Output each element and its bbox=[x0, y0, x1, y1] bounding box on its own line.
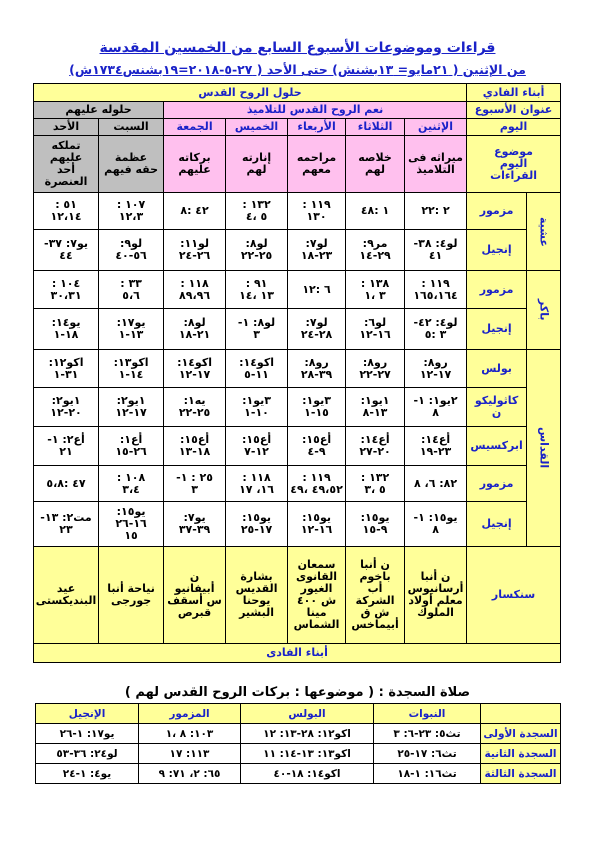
reading-type-label: كاثوليكو ن bbox=[467, 388, 527, 427]
day-header: الأحد bbox=[34, 119, 99, 136]
reading-type-label: إنجيل bbox=[467, 309, 527, 350]
reading-cell: ١١٩ : ١٦٥،١٦٤ bbox=[405, 271, 467, 309]
reading-cell: اكو١٤: ١١-٥ bbox=[226, 350, 288, 388]
reading-cell: ١ :٤٨ bbox=[346, 193, 405, 230]
sajda-header bbox=[481, 704, 561, 724]
sajda-cell: اكو١٤: ١٨-٤٠ bbox=[241, 764, 374, 784]
sajda-header: الإنجيل bbox=[36, 704, 139, 724]
day-subject: تملكه عليهم أحد العنصرة bbox=[34, 136, 99, 193]
reading-type-label: مزمور bbox=[467, 193, 527, 230]
reading-cell: أع٢: ١- ٢١ bbox=[34, 427, 99, 466]
table-footer: أبناء الفادى bbox=[34, 644, 561, 663]
synaxarium-entry: بشارة القديس يوحنا البشير bbox=[226, 547, 288, 644]
reading-cell: ١٠٨ : ٣،٤ bbox=[99, 466, 164, 502]
reading-cell: يو١٧: ١٣-١ bbox=[99, 309, 164, 350]
reading-type-label: بولس bbox=[467, 350, 527, 388]
reading-cell: ١٠٧ : ١٢،٣ bbox=[99, 193, 164, 230]
reading-cell: مر٩: ٢٩-١٤ bbox=[346, 230, 405, 271]
reading-cell: يه١: ٢٥-٢٢ bbox=[164, 388, 226, 427]
sajda-cell: اكو١٣: ١٣-١٤: ١١ bbox=[241, 744, 374, 764]
reading-cell: ١يو١: ١٣-٨ bbox=[346, 388, 405, 427]
section-label: القداس bbox=[527, 350, 561, 547]
synaxarium-entry: سمعان القانوى الغيور ش ٤٠٠ مينا الشماس bbox=[288, 547, 346, 644]
reading-cell: أع١٥: ١٨-١٣ bbox=[164, 427, 226, 466]
subject-label: عنوان الأسبوع bbox=[467, 102, 561, 119]
reading-cell: ٩١ : ١٣ ،١٤ bbox=[226, 271, 288, 309]
synaxarium-entry: عيد البنديكستى bbox=[34, 547, 99, 644]
reading-cell: لو٨: ٢١-١٨ bbox=[164, 309, 226, 350]
reading-cell: يو١٤: ١٨-١ bbox=[34, 309, 99, 350]
reading-cell: ١١٩ : ١٣٠ bbox=[288, 193, 346, 230]
sajda-cell: ١١٣: ١٧ bbox=[139, 744, 241, 764]
reading-cell: اكو١٢: ٣١-١ bbox=[34, 350, 99, 388]
sajda-cell: تث٦: ١٧-٢٥ bbox=[374, 744, 481, 764]
reading-cell: يو١٥: ١٦-١٢ bbox=[288, 502, 346, 547]
reading-cell: ١٣٢ : ٥ ،٤ bbox=[226, 193, 288, 230]
page-title: قراءات وموضوعات الأسبوع السابع من الخمسين المقدسة bbox=[99, 40, 496, 56]
reading-cell: مت٢: ١٣- ٢٣ bbox=[34, 502, 99, 547]
reading-cell: لو٦: ١٦-١٢ bbox=[346, 309, 405, 350]
section-label: باكر bbox=[527, 271, 561, 350]
reading-cell: لو٧: ٢٣-١٨ bbox=[288, 230, 346, 271]
reading-type-label: مزمور bbox=[467, 271, 527, 309]
reading-cell: ١٠٤ : ٣٠،٣١ bbox=[34, 271, 99, 309]
reading-cell: يو١٥: ١- ٨ bbox=[405, 502, 467, 547]
reading-cell: ٢يو١: ١- ٨ bbox=[405, 388, 467, 427]
day-label: اليوم bbox=[467, 119, 561, 136]
section-label: عشية bbox=[527, 193, 561, 271]
sajda-table bbox=[35, 703, 561, 784]
reading-cell: ٣يو١: ١٠-١ bbox=[226, 388, 288, 427]
reading-cell: لو٨: ١- ٣ bbox=[226, 309, 288, 350]
sajda-row-label: السجدة الثالثة bbox=[481, 764, 561, 784]
reading-cell: أع١٤: ٢٠-٢٧ bbox=[346, 427, 405, 466]
day-subject: ميراثه فى التلاميذ bbox=[405, 136, 467, 193]
reading-cell: أع١: ٢٦-١٥ bbox=[99, 427, 164, 466]
sajda-cell: ١٠٣: ٨ ،١ bbox=[139, 724, 241, 744]
reading-type-label: ابركسيس bbox=[467, 427, 527, 466]
sajda-cell: لو٢٤: ٣٦-٥٣ bbox=[36, 744, 139, 764]
reading-cell: يو٧: ٣٩-٣٧ bbox=[164, 502, 226, 547]
reading-cell: ١٣٨ : ٣ ،١ bbox=[346, 271, 405, 309]
synaxarium-label: سنكسار bbox=[467, 547, 561, 644]
reading-cell: رو٨: ٢٧-٢٢ bbox=[346, 350, 405, 388]
reading-cell: ١٣٢ : ٥ ،٣ bbox=[346, 466, 405, 502]
reading-cell: ٢٥ : ١- ٣ bbox=[164, 466, 226, 502]
reading-cell: اكو١٣: ١٤-١ bbox=[99, 350, 164, 388]
reading-cell: يو٧: ٣٧- ٤٤ bbox=[34, 230, 99, 271]
reading-cell: ٤٢ :٨ bbox=[164, 193, 226, 230]
reading-cell: ٢ :٢٢ bbox=[405, 193, 467, 230]
reading-cell: ١١٨ : ٨٩،٩٦ bbox=[164, 271, 226, 309]
reading-cell: لو٩: ٥٦-٤٠ bbox=[99, 230, 164, 271]
sajda-row-label: السجدة الثانية bbox=[481, 744, 561, 764]
synaxarium-entry: ن أبيفانيو س أسقف قبرص bbox=[164, 547, 226, 644]
reading-cell: ٤٧ :٥،٨ bbox=[34, 466, 99, 502]
reading-cell: أع١٥: ١٢-٧ bbox=[226, 427, 288, 466]
sajda-cell: ٦٥: ٢، ٧١: ٩ bbox=[139, 764, 241, 784]
day-header: السبت bbox=[99, 119, 164, 136]
sajda-header: النبوات bbox=[374, 704, 481, 724]
reading-cell: ١١٨ : ١٦، ١٧ bbox=[226, 466, 288, 502]
reading-cell: ٣يو١: ١٥-١ bbox=[288, 388, 346, 427]
reading-cell: ٦ :١٢ bbox=[288, 271, 346, 309]
sajda-cell: تث٥: ٢٣-٦: ٣ bbox=[374, 724, 481, 744]
reading-cell: يو١٥: ٩-١٥ bbox=[346, 502, 405, 547]
synaxarium-entry: ن أنبا باخوم أب الشركة ش ق أبيماخس bbox=[346, 547, 405, 644]
subject-value: حلول الروح القدس bbox=[34, 84, 467, 102]
reading-cell: رو٨: ٣٩-٢٨ bbox=[288, 350, 346, 388]
sajda-row-label: السجدة الأولى bbox=[481, 724, 561, 744]
reading-cell: اكو١٤: ١٧-١٢ bbox=[164, 350, 226, 388]
day-header: الخميس bbox=[226, 119, 288, 136]
sajda-cell: اكو١٢: ٢٨-١٣: ١٢ bbox=[241, 724, 374, 744]
day-header: الثلاثاء bbox=[346, 119, 405, 136]
day-header: الأربعاء bbox=[288, 119, 346, 136]
reading-cell: ١يو٢: ٢٠-١٢ bbox=[34, 388, 99, 427]
group-descent: حلوله عليهم bbox=[34, 102, 164, 119]
reading-cell: لو١١: ٢٦-٢٤ bbox=[164, 230, 226, 271]
day-subject: إنارته لهم bbox=[226, 136, 288, 193]
reading-cell: ٨٢: ٦، ٨ bbox=[405, 466, 467, 502]
reading-cell: أع١٤: ٢٣-١٩ bbox=[405, 427, 467, 466]
day-subject: مراحمه معهم bbox=[288, 136, 346, 193]
reading-type-label: مزمور bbox=[467, 466, 527, 502]
sajda-cell: يو٤: ١-٢٤ bbox=[36, 764, 139, 784]
sajda-header: البولس bbox=[241, 704, 374, 724]
day-subject: عظمة حقه فيهم bbox=[99, 136, 164, 193]
reading-cell: لو٤: ٣٨- ٤١ bbox=[405, 230, 467, 271]
reading-cell: يو١٥: ١٧-٢٥ bbox=[226, 502, 288, 547]
sajda-header: المزمور bbox=[139, 704, 241, 724]
readings-table bbox=[33, 83, 561, 663]
reading-type-label: إنجيل bbox=[467, 230, 527, 271]
reading-cell: ٥١ : ١٢،١٤ bbox=[34, 193, 99, 230]
sajda-cell: تث١٦: ١-١٨ bbox=[374, 764, 481, 784]
day-subject: بركاته عليهم bbox=[164, 136, 226, 193]
reading-cell: لو٤: ٤٢- ٣ :٥ bbox=[405, 309, 467, 350]
synaxarium-entry: نياحة أنبا جورجى bbox=[99, 547, 164, 644]
sajda-cell: يو١٧: ١-٢٦ bbox=[36, 724, 139, 744]
day-subject: خلاصه لهم bbox=[346, 136, 405, 193]
reading-cell: لو٨: ٢٥-٢٢ bbox=[226, 230, 288, 271]
reading-cell: لو٧: ٢٨-٢٤ bbox=[288, 309, 346, 350]
day-subject-label: موضوع اليوم القراءات bbox=[467, 136, 561, 193]
reading-cell: رو٨: ١٧-١٢ bbox=[405, 350, 467, 388]
reading-cell: أع١٥: ٩-٤ bbox=[288, 427, 346, 466]
synaxarium-entry: ن أنبا أرسانيوس معلم أولاد الملوك bbox=[405, 547, 467, 644]
reading-cell: ١١٩ : ٤٩،٥٢ ،٤٩ bbox=[288, 466, 346, 502]
abna-label: أبناء الفادي bbox=[467, 84, 561, 102]
day-header: الجمعة bbox=[164, 119, 226, 136]
group-gifts: نعم الروح القدس للتلاميذ bbox=[164, 102, 467, 119]
day-header: الإثنين bbox=[405, 119, 467, 136]
sajda-title: صلاة السجدة : ( موضوعها : بركات الروح القدس لهم ) bbox=[124, 685, 471, 700]
reading-cell: يو١٥: ١٦-٢٦ ١٥ bbox=[99, 502, 164, 547]
reading-cell: ٣٣ : ٥،٦ bbox=[99, 271, 164, 309]
reading-type-label: إنجيل bbox=[467, 502, 527, 547]
reading-cell: ١يو٢: ١٧-١٢ bbox=[99, 388, 164, 427]
page-subtitle: من الإثنين ( ٢١مايو= ١٣بشنش) حتى الأحد ( ٢٧-٥-٢٠١٨=١٩بشنس١٧٣٤ش) bbox=[69, 62, 526, 77]
